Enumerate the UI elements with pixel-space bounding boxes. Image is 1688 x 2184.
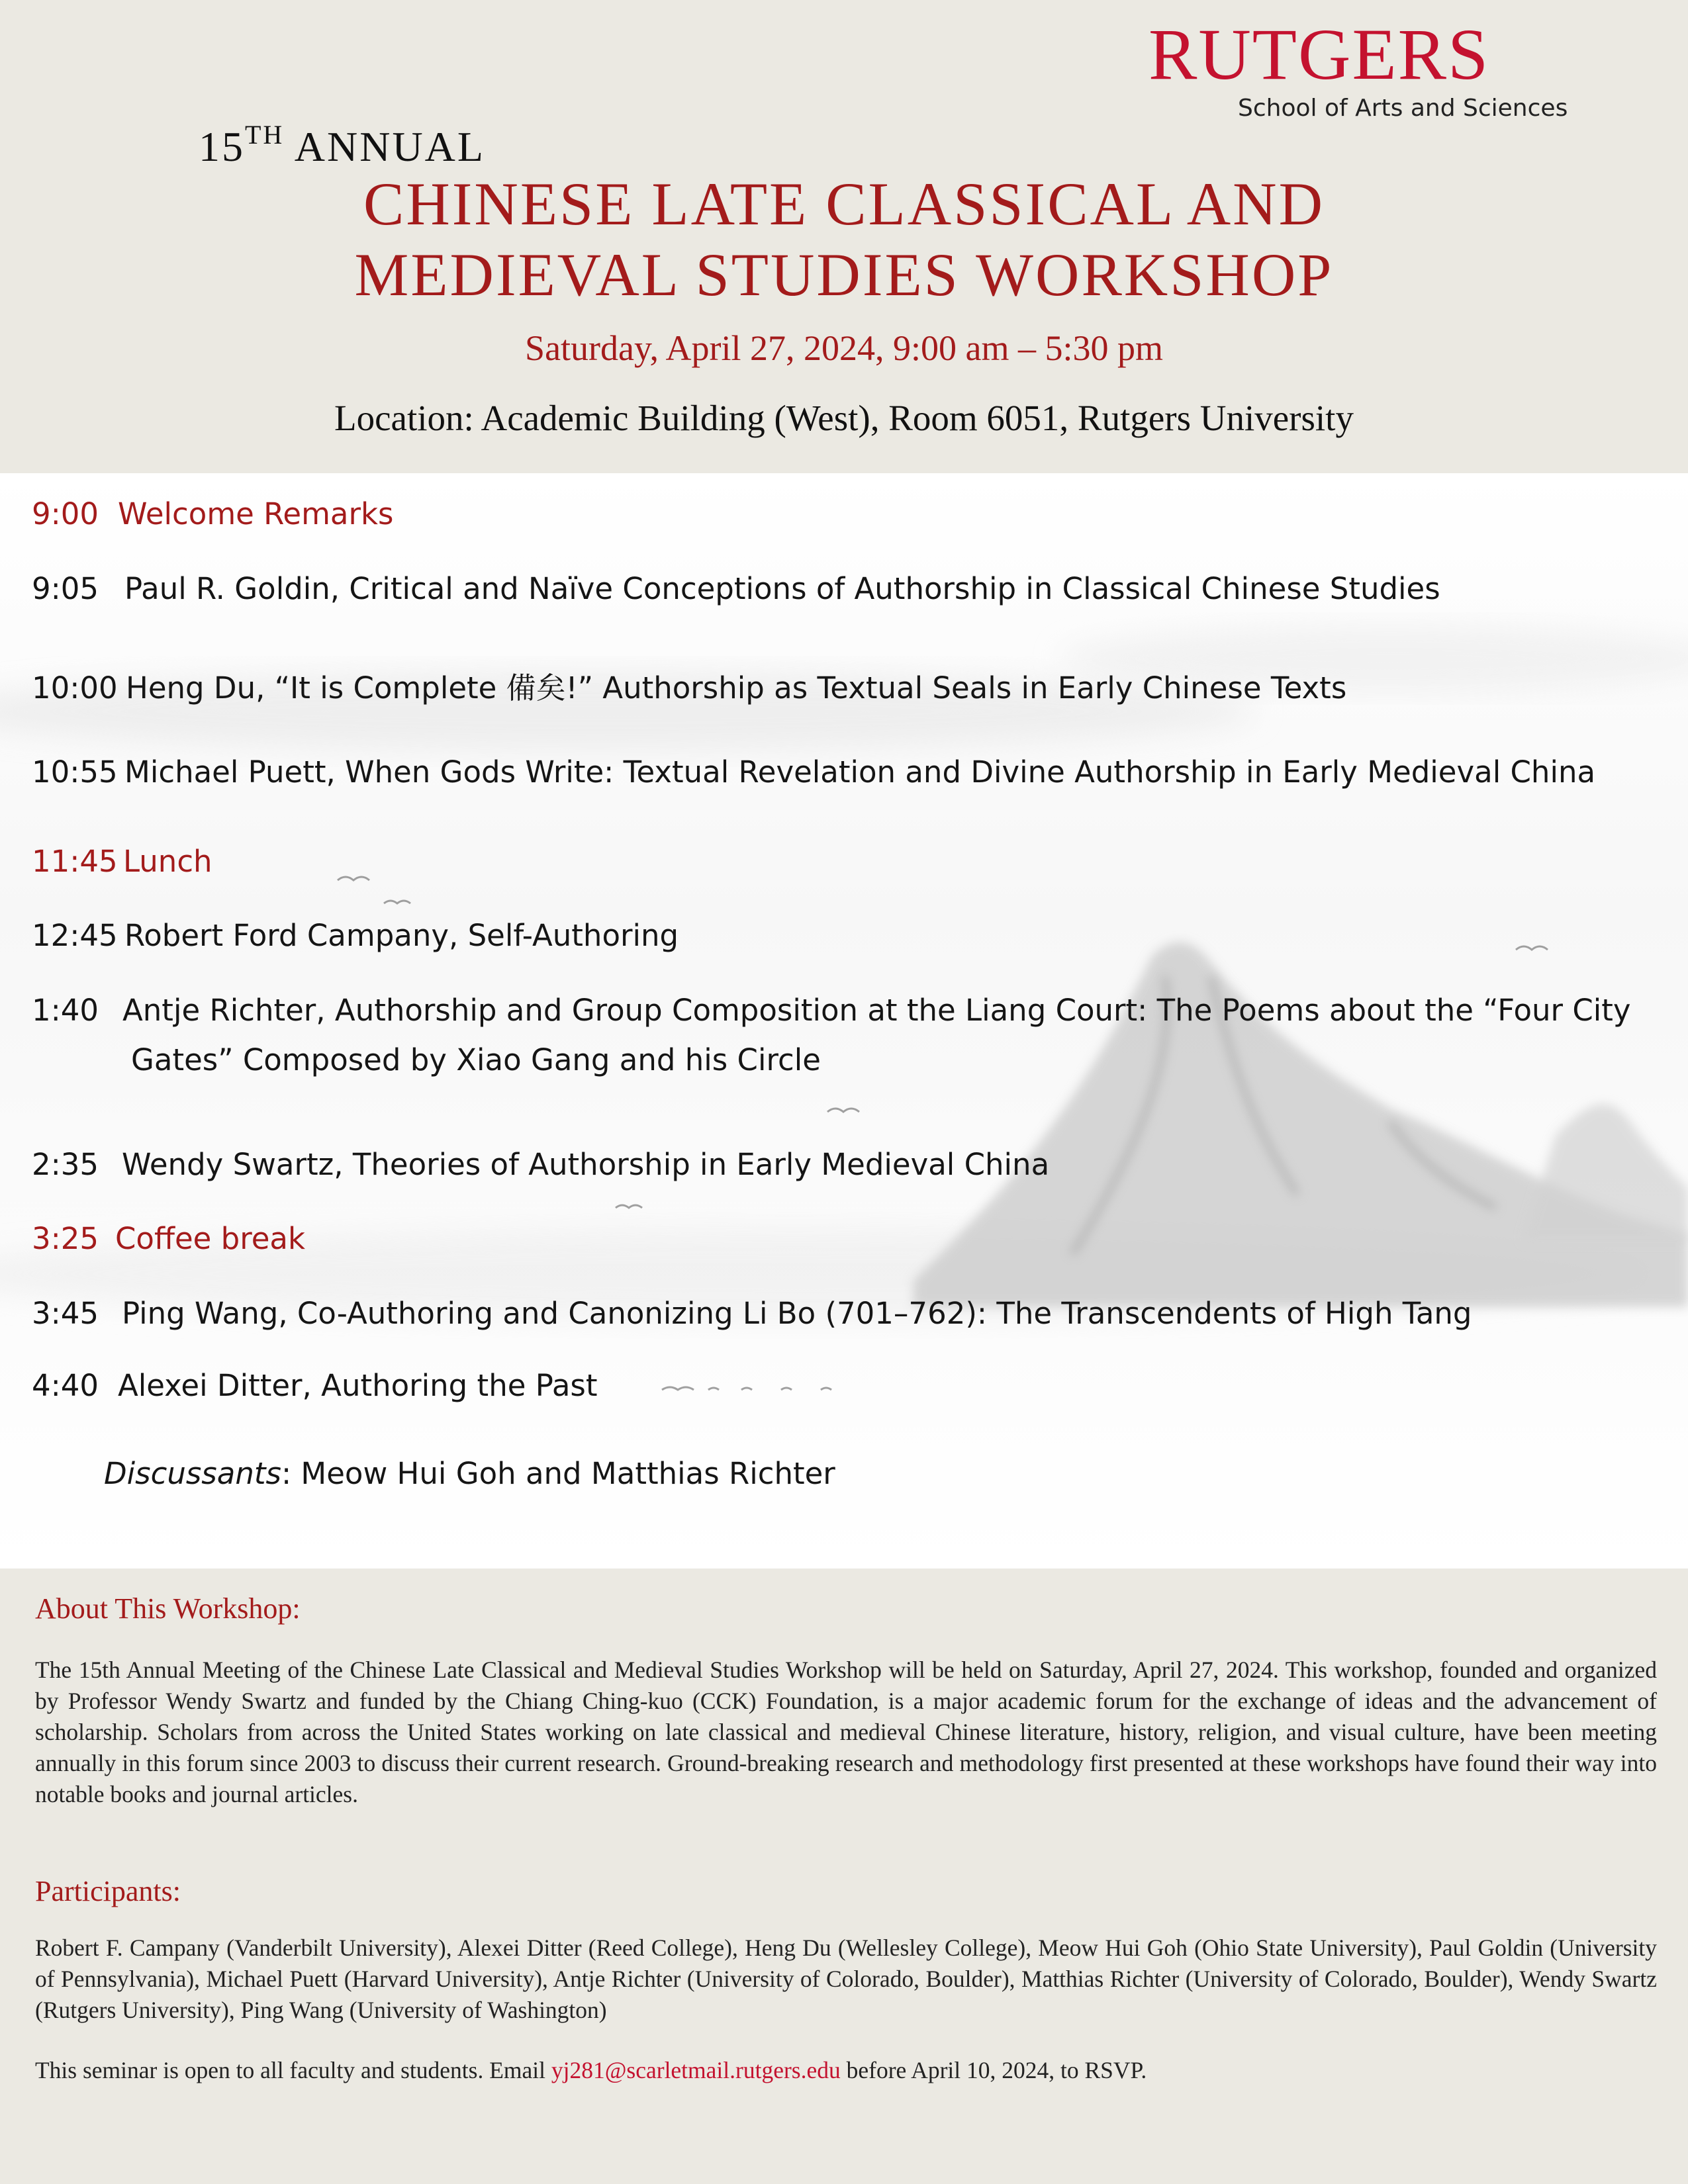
discussants-label: Discussants [104, 1456, 281, 1491]
schedule-item-wang [32, 1296, 1667, 1331]
schedule-time: 3:25 [32, 1221, 99, 1256]
schedule-item-goldin [32, 571, 1667, 606]
schedule-text: Robert Ford Campany, Self-Authoring [124, 918, 679, 953]
schedule-time: 11:45 [32, 844, 118, 879]
schedule-time: 2:35 [32, 1147, 99, 1182]
annual-number: 15 [199, 123, 245, 170]
rsvp-email-link[interactable]: yj281@scarletmail.rutgers.edu [551, 2057, 841, 2083]
schedule-text: Paul R. Goldin, Critical and Naïve Conceptions of Authorship in Classical Chinese Studies [124, 571, 1440, 606]
schedule-item-coffee [32, 1221, 1667, 1256]
logo-subtitle: School of Arts and Sciences [1238, 95, 1568, 122]
annual-suffix: TH [245, 120, 285, 150]
schedule-item-campany [32, 918, 1667, 953]
event-date-time: Saturday, April 27, 2024, 9:00 am – 5:30 pm [525, 328, 1163, 368]
rsvp-text-before: This seminar is open to all faculty and students. Email [35, 2057, 551, 2083]
about-panel [0, 1569, 1688, 2184]
header-panel [0, 0, 1688, 473]
schedule-item-ditter [32, 1368, 1667, 1403]
schedule-item-du [32, 664, 1667, 707]
about-heading: About This Workshop: [35, 1592, 301, 1625]
schedule-time: 10:00 [32, 670, 118, 705]
schedule-time: 10:55 [32, 754, 118, 790]
rsvp-text-after: before April 10, 2024, to RSVP. [840, 2057, 1147, 2083]
schedule-time: 4:40 [32, 1368, 99, 1403]
rutgers-logo: RUTGERS [1149, 14, 1490, 95]
schedule-item-lunch [32, 844, 1667, 879]
title-line-1: CHINESE LATE CLASSICAL AND [363, 170, 1325, 238]
schedule-text: Coffee break [115, 1221, 306, 1256]
schedule-time: 9:00 [32, 496, 99, 531]
schedule-text: Welcome Remarks [118, 496, 394, 531]
schedule-text: Heng Du, “It is Complete 備矣!” Authorship as Textual Seals in Early Chinese Texts [126, 670, 1347, 705]
participants-paragraph: Robert F. Campany (Vanderbilt University), Alexei Ditter (Reed College), Heng Du (Wellesley College), Meow Hui Goh (Ohio State University), Paul Goldin (University of Pennsylvania), Michael Puett (Harvard University), Antje Richter (University of Colorado, Boulder), Matthias Richter (University of Colorado, Boulder), Wendy Swartz (Rutgers University), Ping Wang (University of Washington) [35, 1934, 1657, 2023]
schedule-time: 1:40 [32, 993, 99, 1028]
schedule-text: Antje Richter, Authorship and Group Composition at the Liang Court: The Poems about the “Four City [122, 993, 1631, 1028]
schedule-time: 12:45 [32, 918, 118, 953]
annual-label [199, 119, 485, 171]
annual-word: ANNUAL [294, 123, 485, 170]
schedule-text: Michael Puett, When Gods Write: Textual Revelation and Divine Authorship in Early Medieval China [124, 754, 1596, 790]
schedule-item-swartz [32, 1147, 1667, 1182]
schedule-text: Alexei Ditter, Authoring the Past [118, 1368, 598, 1403]
schedule-item-puett [32, 754, 1667, 790]
participants-heading: Participants: [35, 1875, 181, 1907]
schedule-item-welcome [32, 496, 1667, 531]
schedule-text: Ping Wang, Co-Authoring and Canonizing Li Bo (701–762): The Transcendents of High Tang [122, 1296, 1472, 1331]
about-paragraph: The 15th Annual Meeting of the Chinese Late Classical and Medieval Studies Workshop will be held on Saturday, April 27, 2024. This workshop, founded and organized by Professor Wendy Swartz and funded by the Chiang Ching-kuo (CCK) Foundation, is a major academic forum for the exchange of ideas and the advancement of scholarship. Scholars from across the United States working on late classical and medieval Chinese literature, history, religion, and visual culture, have been meeting annually in this forum since 2003 to discuss their current research. Ground-breaking research and methodology first presented at these workshops have found their way into notable books and journal articles. [35, 1657, 1657, 1807]
schedule-time: 3:45 [32, 1296, 99, 1331]
schedule-time: 9:05 [32, 571, 99, 606]
rsvp-paragraph [35, 2055, 1657, 2086]
event-location: Location: Academic Building (West), Room 6051, Rutgers University [334, 398, 1354, 438]
schedule-item-richter [32, 993, 1667, 1077]
schedule-text: Wendy Swartz, Theories of Authorship in Early Medieval China [122, 1147, 1050, 1182]
schedule-text-continued: Gates” Composed by Xiao Gang and his Circle [131, 1042, 821, 1077]
discussants-names: : Meow Hui Goh and Matthias Richter [281, 1456, 835, 1491]
schedule-section [0, 473, 1688, 1569]
title-line-2: MEDIEVAL STUDIES WORKSHOP [354, 241, 1334, 308]
discussants-line [104, 1456, 835, 1491]
schedule-text: Lunch [123, 844, 212, 879]
